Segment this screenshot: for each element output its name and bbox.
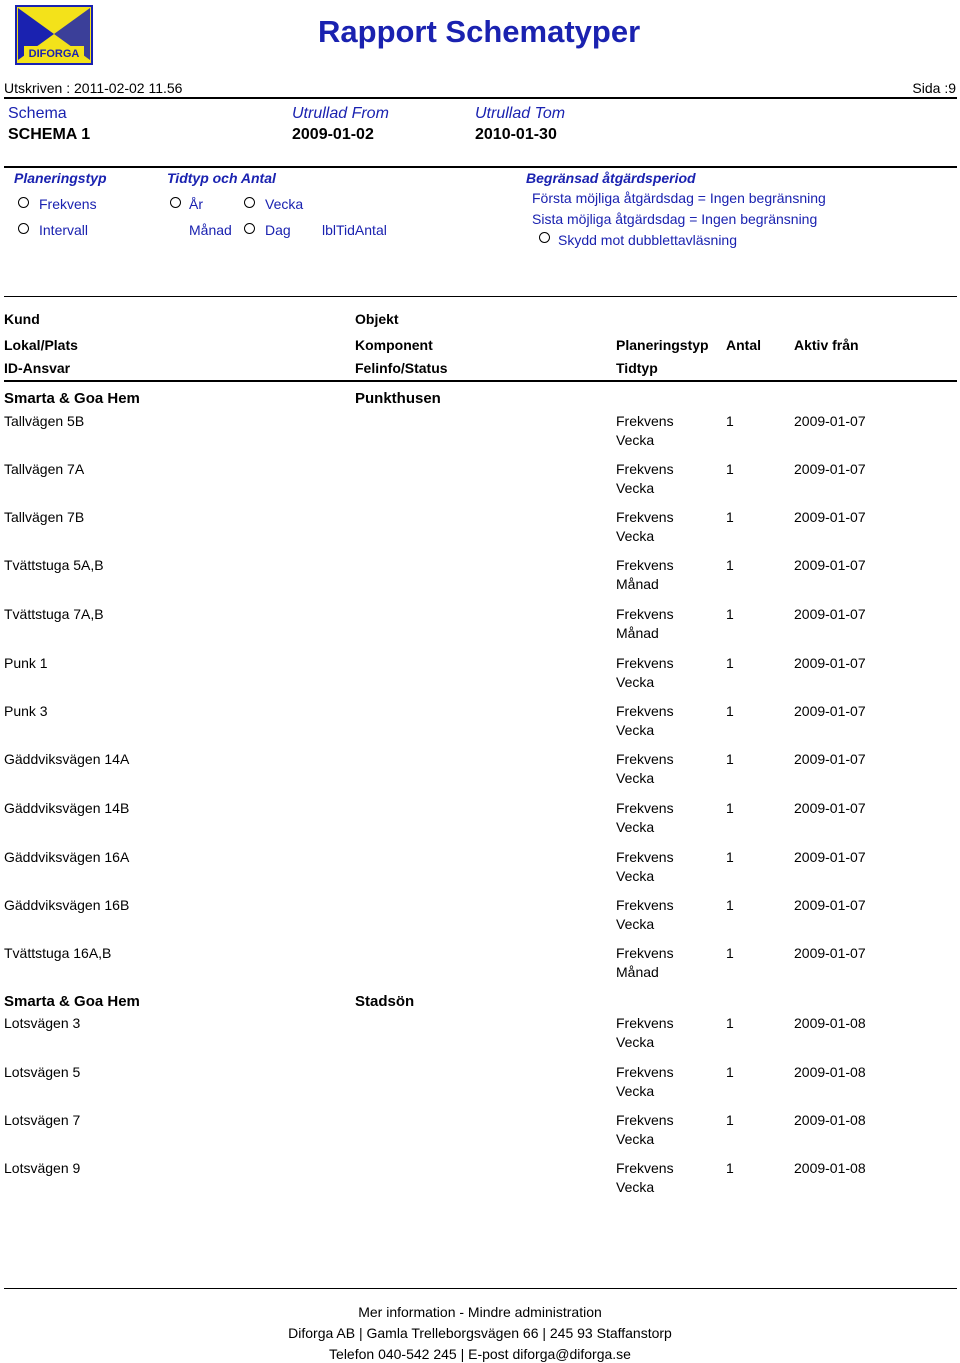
row-lokal: Tallvägen 5B [4,413,85,429]
planering-label: Planeringstyp [14,170,107,186]
footer-line1: Mer information - Mindre administration [358,1304,602,1320]
row-aktiv-fran: 2009-01-07 [794,606,866,622]
col-antal: Antal [726,337,761,353]
forsta-text: Första möjliga åtgärdsdag = Ingen begränsning [532,190,826,206]
row-tidtyp: Vecka [616,674,655,690]
row-aktiv-fran: 2009-01-08 [794,1015,866,1031]
sista-text: Sista möjliga åtgärdsdag = Ingen begränsning [532,211,818,227]
row-aktiv-fran: 2009-01-08 [794,1160,866,1176]
row-aktiv-fran: 2009-01-07 [794,461,866,477]
row-tidtyp: Månad [616,625,659,641]
footer-line2: Diforga AB | Gamla Trelleborgsvägen 66 | 245 93 Staffanstorp [288,1325,672,1341]
row-planeringstyp: Frekvens [616,800,674,816]
option-frekvens: Frekvens [39,196,97,212]
skydd-text: Skydd mot dubblettavläsning [558,232,737,248]
row-lokal: Lotsvägen 7 [4,1112,81,1128]
to-label: Utrullad Tom [475,105,566,122]
row-aktiv-fran: 2009-01-07 [794,800,866,816]
diforga-logo [14,4,94,68]
row-tidtyp: Vecka [616,1083,655,1099]
group-kund: Smarta & Goa Hem [4,993,140,1010]
period-label: Begränsad åtgärdsperiod [526,170,696,186]
col-id-ansvar: ID-Ansvar [4,360,71,376]
page-title: Rapport Schematyper [318,14,641,49]
row-aktiv-fran: 2009-01-08 [794,1112,866,1128]
col-felinfo: Felinfo/Status [355,360,448,376]
row-lokal: Lotsvägen 3 [4,1015,81,1031]
col-aktiv: Aktiv från [794,337,859,353]
row-planeringstyp: Frekvens [616,1015,674,1031]
row-antal: 1 [726,413,734,429]
row-antal: 1 [726,606,734,622]
row-antal: 1 [726,1112,734,1128]
row-aktiv-fran: 2009-01-07 [794,413,866,429]
row-lokal: Tvättstuga 5A,B [4,557,104,573]
row-antal: 1 [726,509,734,525]
row-tidtyp: Vecka [616,819,655,835]
from-label: Utrullad From [292,105,389,122]
col-komponent: Komponent [355,337,433,353]
row-tidtyp: Vecka [616,868,655,884]
row-lokal: Punk 3 [4,703,48,719]
row-lokal: Tvättstuga 16A,B [4,945,112,961]
group-objekt: Stadsön [355,993,415,1010]
row-aktiv-fran: 2009-01-07 [794,945,866,961]
radio-ar-icon [170,197,181,208]
row-planeringstyp: Frekvens [616,461,674,477]
row-aktiv-fran: 2009-01-07 [794,557,866,573]
row-planeringstyp: Frekvens [616,849,674,865]
radio-dag-icon [244,223,255,234]
row-tidtyp: Vecka [616,1131,655,1147]
row-antal: 1 [726,897,734,913]
row-antal: 1 [726,1015,734,1031]
option-ar: År [189,196,203,212]
row-lokal: Tallvägen 7A [4,461,85,477]
row-planeringstyp: Frekvens [616,897,674,913]
radio-vecka-icon [244,197,255,208]
row-tidtyp: Vecka [616,432,655,448]
col-tidtyp: Tidtyp [616,360,658,376]
row-planeringstyp: Frekvens [616,606,674,622]
row-aktiv-fran: 2009-01-07 [794,509,866,525]
row-lokal: Tvättstuga 7A,B [4,606,104,622]
row-tidtyp: Vecka [616,770,655,786]
row-planeringstyp: Frekvens [616,509,674,525]
row-lokal: Gäddviksvägen 16A [4,849,130,865]
group-objekt: Punkthusen [355,390,441,407]
row-tidtyp: Vecka [616,722,655,738]
row-antal: 1 [726,1064,734,1080]
divider [4,296,957,297]
option-manad: Månad [189,222,232,238]
row-planeringstyp: Frekvens [616,1112,674,1128]
row-planeringstyp: Frekvens [616,655,674,671]
row-planeringstyp: Frekvens [616,1160,674,1176]
radio-frekvens-icon [18,197,29,208]
row-tidtyp: Vecka [616,480,655,496]
row-aktiv-fran: 2009-01-07 [794,751,866,767]
row-tidtyp: Vecka [616,1034,655,1050]
printed-date: Utskriven : 2011-02-02 11.56 [4,80,183,96]
from-value: 2009-01-02 [292,126,374,143]
row-aktiv-fran: 2009-01-07 [794,849,866,865]
row-lokal: Punk 1 [4,655,48,671]
radio-intervall-icon [18,223,29,234]
footer-line3: Telefon 040-542 245 | E-post diforga@diforga.se [329,1346,631,1362]
row-aktiv-fran: 2009-01-08 [794,1064,866,1080]
schema-value: SCHEMA 1 [8,126,91,143]
row-tidtyp: Vecka [616,1179,655,1195]
row-aktiv-fran: 2009-01-07 [794,703,866,719]
row-antal: 1 [726,800,734,816]
row-planeringstyp: Frekvens [616,557,674,573]
row-tidtyp: Månad [616,964,659,980]
row-tidtyp: Månad [616,576,659,592]
row-lokal: Gäddviksvägen 14B [4,800,130,816]
col-objekt: Objekt [355,311,399,327]
col-lokal: Lokal/Plats [4,337,78,353]
row-planeringstyp: Frekvens [616,703,674,719]
row-antal: 1 [726,557,734,573]
option-lbl: lblTidAntal [322,222,387,238]
row-antal: 1 [726,461,734,477]
row-lokal: Gäddviksvägen 14A [4,751,130,767]
row-planeringstyp: Frekvens [616,1064,674,1080]
row-lokal: Lotsvägen 9 [4,1160,81,1176]
to-value: 2010-01-30 [475,126,557,143]
row-tidtyp: Vecka [616,528,655,544]
row-planeringstyp: Frekvens [616,413,674,429]
option-dag: Dag [265,222,291,238]
row-planeringstyp: Frekvens [616,751,674,767]
option-vecka: Vecka [265,196,304,212]
row-antal: 1 [726,703,734,719]
row-antal: 1 [726,945,734,961]
divider [4,1288,957,1289]
row-planeringstyp: Frekvens [616,945,674,961]
row-lokal: Tallvägen 7B [4,509,85,525]
col-planeringstyp: Planeringstyp [616,337,709,353]
group-kund: Smarta & Goa Hem [4,390,140,407]
option-intervall: Intervall [39,222,89,238]
row-lokal: Gäddviksvägen 16B [4,897,130,913]
col-kund: Kund [4,311,40,327]
tidtyp-label: Tidtyp och Antal [167,170,276,186]
row-aktiv-fran: 2009-01-07 [794,897,866,913]
row-tidtyp: Vecka [616,916,655,932]
row-lokal: Lotsvägen 5 [4,1064,81,1080]
page-number: Sida :9 [912,80,956,96]
row-antal: 1 [726,1160,734,1176]
divider [4,380,957,382]
radio-skydd-icon [539,232,550,243]
row-antal: 1 [726,849,734,865]
logo-text: DIFORGA [28,48,80,60]
row-antal: 1 [726,655,734,671]
divider [4,97,957,99]
divider [4,166,957,168]
schema-label: Schema [8,105,67,122]
row-antal: 1 [726,751,734,767]
row-aktiv-fran: 2009-01-07 [794,655,866,671]
